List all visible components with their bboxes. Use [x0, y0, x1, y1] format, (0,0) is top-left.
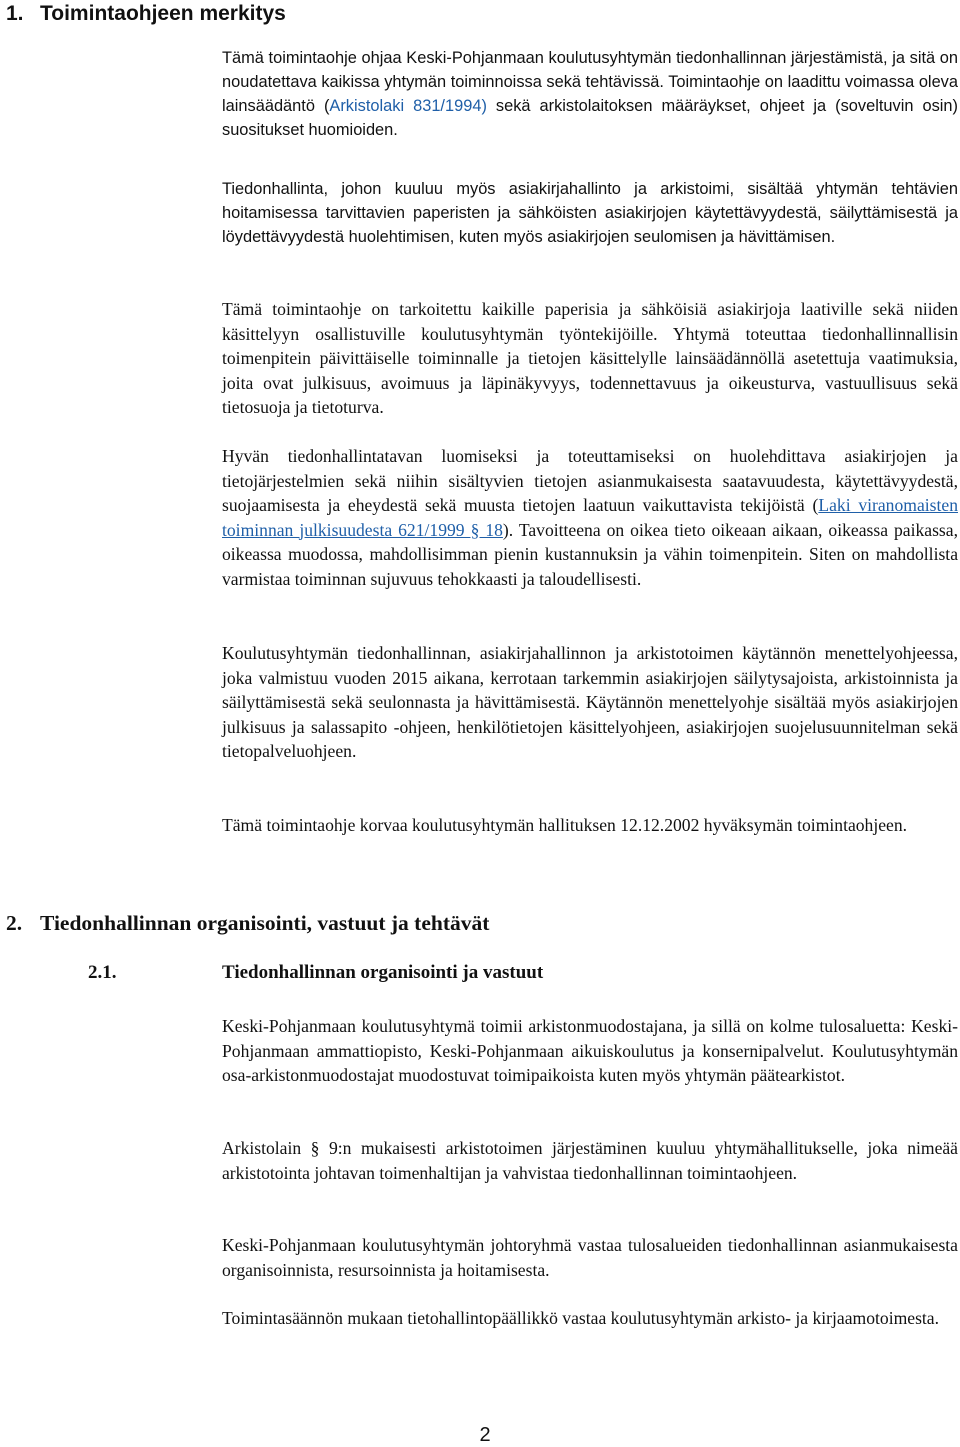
julkisuuslaki-link[interactable]: Laki viranomaisten toiminnan julkisuudesta 621/1999 § 18	[222, 495, 958, 540]
section-1-paragraph-2: Tiedonhallinta, johon kuuluu myös asiakirjahallinto ja arkistoimi, sisältää yhtymän tehtävien hoitamisessa tarvittavien paperisten ja sähköisten asiakirjojen käytettävyydestä, säilyttämisestä ja löydettävyydestä huolehtimisen, kuten myös asiakirjojen seulomisen ja hävittämisen.	[222, 180, 958, 246]
section-1-title: Toimintaohjeen merkitys	[40, 2, 286, 25]
section-2-heading	[6, 910, 489, 936]
section-1-paragraph-1-text-after: sekä arkistolaitoksen määräykset, ohjeet ja (soveltuvin osin) suositukset huomioiden.	[222, 97, 958, 139]
section-1-paragraph-4-text-before: Hyvän tiedonhallintatavan luomiseksi ja toteuttamiseksi on huolehdittava asiakirjojen ja tietojärjestelmien sekä niihin sisältyvien tietojen asianmukaisesta saatavuudesta, käytettävyydestä, suojaamisesta ja eheydestä sekä muusta tietojen laatuun vaikuttavista tekijöistä (	[222, 446, 958, 515]
section-1-number: 1.	[6, 2, 24, 25]
section-1-paragraph-4	[222, 444, 958, 591]
section-1-paragraph-5: Koulutusyhtymän tiedonhallinnan, asiakirjahallinnon ja arkistotoimen käytännön menettelyohjeessa, joka valmistuu vuoden 2015 aikana, kerrotaan tarkemmin asiakirjojen säilytysajoista, arkistoinnista ja säilyttämisestä sekä seulonnasta ja hävittämisestä. Käytännön menettelyohje sisältää myös asiakirjojen julkisuus ja salassapito -ohjeen, henkilötietojen käsittelyohjeen, asiakirjojen suojelusuunnitelman sekä tietopalveluohjeen.	[222, 643, 958, 761]
section-1-paragraph-3: Tämä toimintaohje on tarkoitettu kaikille paperisia ja sähköisiä asiakirjoja laativille sekä niiden käsittelyyn osallistuville koulutusyhtymän työntekijöille. Yhtymä toteuttaa tiedonhallinnallisin toimenpitein päivittäiselle toiminnalle ja tietojen käsittelylle lainsäädännöllä asetettuja vaatimuksia, joita ovat julkisuus, avoimuus ja läpinäkyvyys, todennettavuus ja oikeusturva, vastuullisuus sekä tietosuoja ja tietoturva.	[222, 299, 958, 417]
arkistolaki-link[interactable]: Arkistolaki 831/1994)	[329, 97, 487, 115]
section-2-1-paragraph-2: Arkistolain § 9:n mukaisesti arkistotoimen järjestäminen kuuluu yhtymähallitukselle, joka nimeää arkistotointa johtavan toimenhaltijan ja vahvistaa tiedonhallinnan toimintaohjeen.	[222, 1138, 958, 1183]
section-1-paragraph-1-text-before: Tämä toimintaohje ohjaa Keski-Pohjanmaan koulutusyhtymän tiedonhallinnan järjestämistä, ja sitä on noudatettava kaikissa yhtymän toiminnoissa sekä tehtävissä. Toimintaohje on laadittu voimassa oleva lainsäädäntö (	[222, 49, 958, 115]
section-2-number: 2.	[6, 911, 23, 935]
section-1-paragraph-4-text-after: ). Tavoitteena on oikea tieto oikeaan aikaan, oikeassa paikassa, oikeassa muodossa, mahdollisimman pienin kustannuksin ja vähin toimenpitein. Siten on mahdollista varmistaa toiminnan sujuvuus tehokkaasti ja taloudellisesti.	[222, 519, 958, 589]
section-2-1-paragraph-1: Keski-Pohjanmaan koulutusyhtymä toimii arkistonmuodostajana, ja sillä on kolme tulosaluetta: Keski-Pohjanmaan ammattiopisto, Keski-Pohjanmaan aikuiskoulutus ja konsernipalvelut. Koulutusyhtymän osa-arkistonmuodostajat muodostuvat toimipaikoista kuten myös yhtymän päätearkistot.	[222, 1016, 958, 1085]
page-number: 2	[479, 1424, 491, 1446]
section-2-1-title: Tiedonhallinnan organisointi ja vastuut	[222, 962, 544, 983]
section-2-1-paragraph-4: Toimintasäännön mukaan tietohallintopäällikkö vastaa koulutusyhtymän arkisto- ja kirjaamotoimesta.	[222, 1308, 940, 1328]
section-2-1-paragraph-3: Keski-Pohjanmaan koulutusyhtymän johtoryhmä vastaa tulosalueiden tiedonhallinnan asianmukaisesta organisoinnista, resursoinnista ja hoitamisesta.	[222, 1235, 958, 1280]
section-2-title: Tiedonhallinnan organisointi, vastuut ja tehtävät	[40, 911, 490, 935]
section-1-paragraph-6: Tämä toimintaohje korvaa koulutusyhtymän hallituksen 12.12.2002 hyväksymän toimintaohjeen.	[222, 815, 908, 835]
section-1-heading	[6, 2, 286, 26]
section-1-paragraph-1	[222, 46, 958, 142]
section-2-1-heading	[88, 961, 543, 985]
section-2-1-number: 2.1.	[88, 962, 117, 983]
